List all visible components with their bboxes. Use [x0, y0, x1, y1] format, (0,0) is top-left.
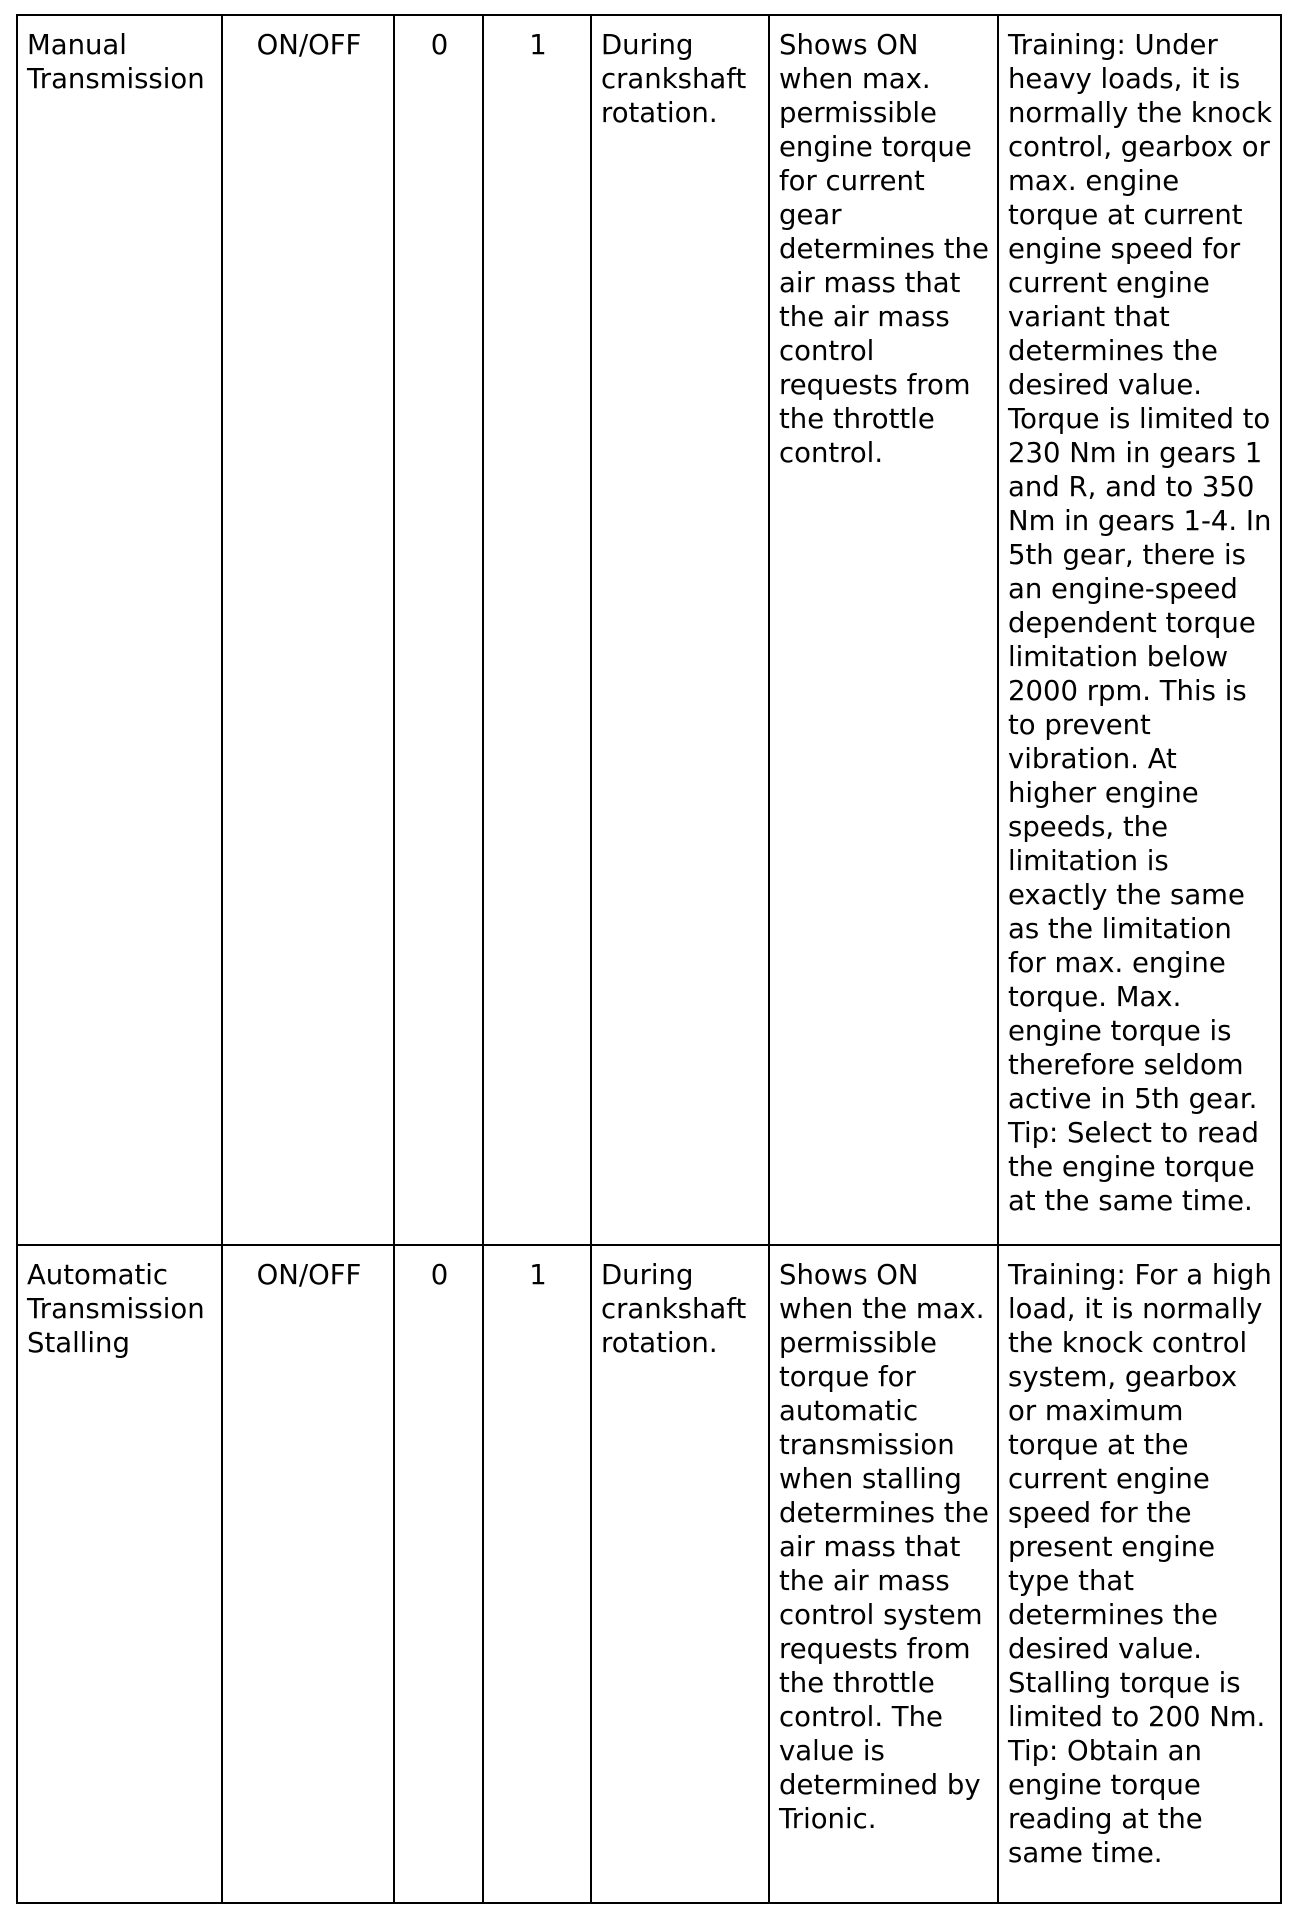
parameter-notes-cell: Training: Under heavy loads, it is normally the knock control, gearbox or max. engine torque at current engine speed for current engine variant that determines the desired value. Torque is limited to 230 Nm in gears 1 and R, and to 350 Nm in gears 1-4. In 5th gear, there is an engine-speed dependent torque limitation below 2000 rpm. This is to prevent vibration. At higher engine speeds, the limitation is exactly the same as the limitation for max. engine torque. Max. engine torque is therefore seldom active in 5th gear. Tip: Select to read the engine torque at the same time. — [998, 15, 1281, 1245]
parameter-conditions-cell: During crankshaft rotation. — [591, 15, 769, 1245]
table-row — [17, 15, 1281, 1245]
parameter-type-cell: ON/OFF — [222, 15, 394, 1245]
parameter-max-cell: 1 — [483, 15, 591, 1245]
table-row — [17, 1245, 1281, 1903]
parameter-conditions-cell: During crankshaft rotation. — [591, 1245, 769, 1903]
parameter-description-cell: Shows ON when the max. permissible torque for automatic transmission when stalling determines the air mass that the air mass control system requests from the throttle control. The value is determined by Trionic. — [769, 1245, 998, 1903]
parameter-name-cell: Manual Transmission — [17, 15, 222, 1245]
parameter-table — [16, 14, 1282, 1904]
parameter-name-cell: Automatic Transmission Stalling — [17, 1245, 222, 1903]
parameter-type-cell: ON/OFF — [222, 1245, 394, 1903]
parameter-notes-cell: Training: For a high load, it is normally the knock control system, gearbox or maximum torque at the current engine speed for the present engine type that determines the desired value. Stalling torque is limited to 200 Nm. Tip: Obtain an engine torque reading at the same time. — [998, 1245, 1281, 1903]
parameter-min-cell: 0 — [394, 15, 483, 1245]
parameter-min-cell: 0 — [394, 1245, 483, 1903]
parameter-max-cell: 1 — [483, 1245, 591, 1903]
parameter-description-cell: Shows ON when max. permissible engine torque for current gear determines the air mass that the air mass control requests from the throttle control. — [769, 15, 998, 1245]
